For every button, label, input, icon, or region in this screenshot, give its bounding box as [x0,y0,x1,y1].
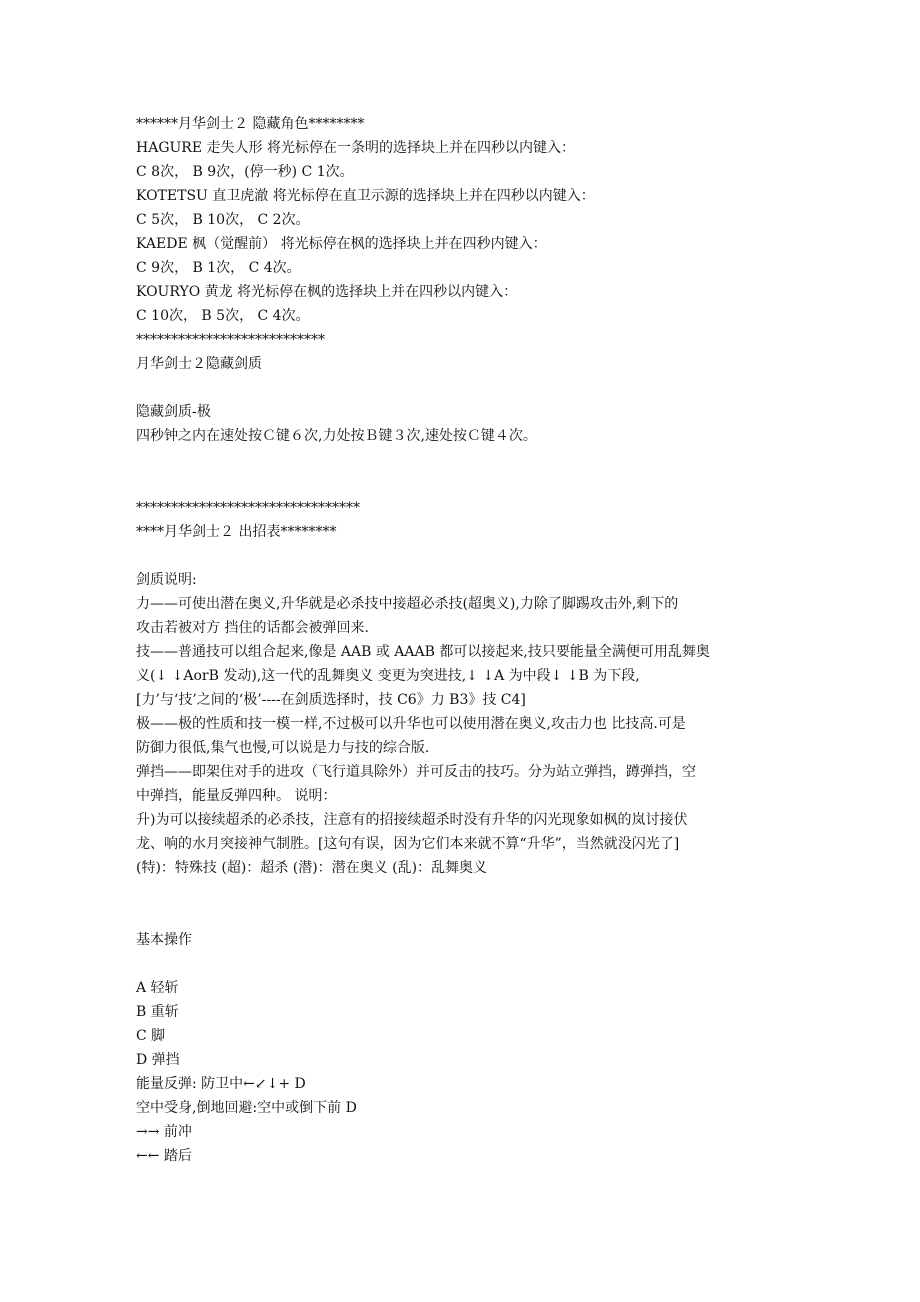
heading-hidden-sword-quality: 月华剑士２隐藏剑质 [136,356,262,372]
text-line: 技——普通技可以组合起来,像是 AAB 或 AAAB 都可以接起来,技只要能量全满便可用乱舞奥 [136,644,710,660]
control-line: B 重斩 [136,1004,179,1020]
text-line: KOTETSU 直卫虎澈 将光标停在直卫示源的选择块上并在四秒以内键入： [136,188,595,204]
control-line: D 弹挡 [136,1052,180,1068]
text-line: 极——极的性质和技一模一样,不过极可以升华也可以使用潜在奥义,攻击力也 比技高.可是 [136,716,686,732]
subheading-extreme: 隐藏剑质-极 [136,404,211,420]
heading-hidden-characters: ******月华剑士２ 隐藏角色******** [136,116,365,132]
control-line: C 脚 [136,1028,166,1044]
text-line: 防御力很低,集气也慢,可以说是力与技的综合版. [136,740,430,756]
text-line: 中弹挡，能量反弹四种。 说明： [136,788,337,804]
control-line: ←← 踏后 [136,1148,192,1164]
control-line: 空中受身,倒地回避:空中或倒下前 D [136,1100,357,1116]
text-line: C 9次， B 1次， C 4次。 [136,260,301,276]
text-line: 攻击若被对方 挡住的话都会被弹回来. [136,620,369,636]
text-line: C 8次， B 9次，(停一秒) C 1次。 [136,164,354,180]
text-line: 四秒钟之内在速处按Ｃ键６次,力处按Ｂ键３次,速处按Ｃ键４次。 [136,428,537,444]
text-line: KAEDE 枫（觉醒前） 将光标停在枫的选择块上并在四秒内键入： [136,236,547,252]
text-line: 力——可使出潜在奥义,升华就是必杀技中接超必杀技(超奥义),力除了脚踢攻击外,剩下的 [136,596,679,612]
text-line: (特)：特殊技 (超)：超杀 (潜)：潜在奥义 (乱)：乱舞奥义 [136,860,488,876]
text-line: C 5次， B 10次， C 2次。 [136,212,310,228]
text-line: HAGURE 走失人形 将光标停在一条明的选择块上并在四秒以内键入： [136,140,575,156]
text-line: 弹挡——即架住对手的进攻（飞行道具除外）并可反击的技巧。分为站立弹挡，蹲弹挡，空 [136,764,696,780]
heading-basic-controls: 基本操作 [136,932,192,948]
text-line: C 10次， B 5次， C 4次。 [136,308,310,324]
control-line: →→ 前冲 [136,1124,192,1140]
text-line: 义(↓ ↓AorB 发动),这一代的乱舞奥义 变更为突进技,↓ ↓A 为中段↓ ↓B 为下段, [136,668,640,684]
text-line: [力’与‘技’之间的‘极’----在剑质选择时，技 C6》力 B3》技 C4] [136,692,526,708]
separator-line: ******************************** [136,500,360,516]
text-line: KOURYO 黄龙 将光标停在枫的选择块上并在四秒以内键入： [136,284,518,300]
control-line: 能量反弹: 防卫中←↙↓+ D [136,1076,306,1092]
text-line: 龙、响的水月突接神气制胜。[这句有误，因为它们本来就不算“升华”，当然就没闪光了] [136,836,680,852]
subheading-sword-quality-explanation: 剑质说明: [136,572,197,588]
separator-line: *************************** [136,332,325,348]
heading-move-list: ****月华剑士２ 出招表******** [136,524,337,540]
text-line: 升)为可以接续超杀的必杀技，注意有的招接续超杀时没有升华的闪光现象如枫的岚讨接伏 [136,812,688,828]
control-line: A 轻斩 [136,980,179,996]
